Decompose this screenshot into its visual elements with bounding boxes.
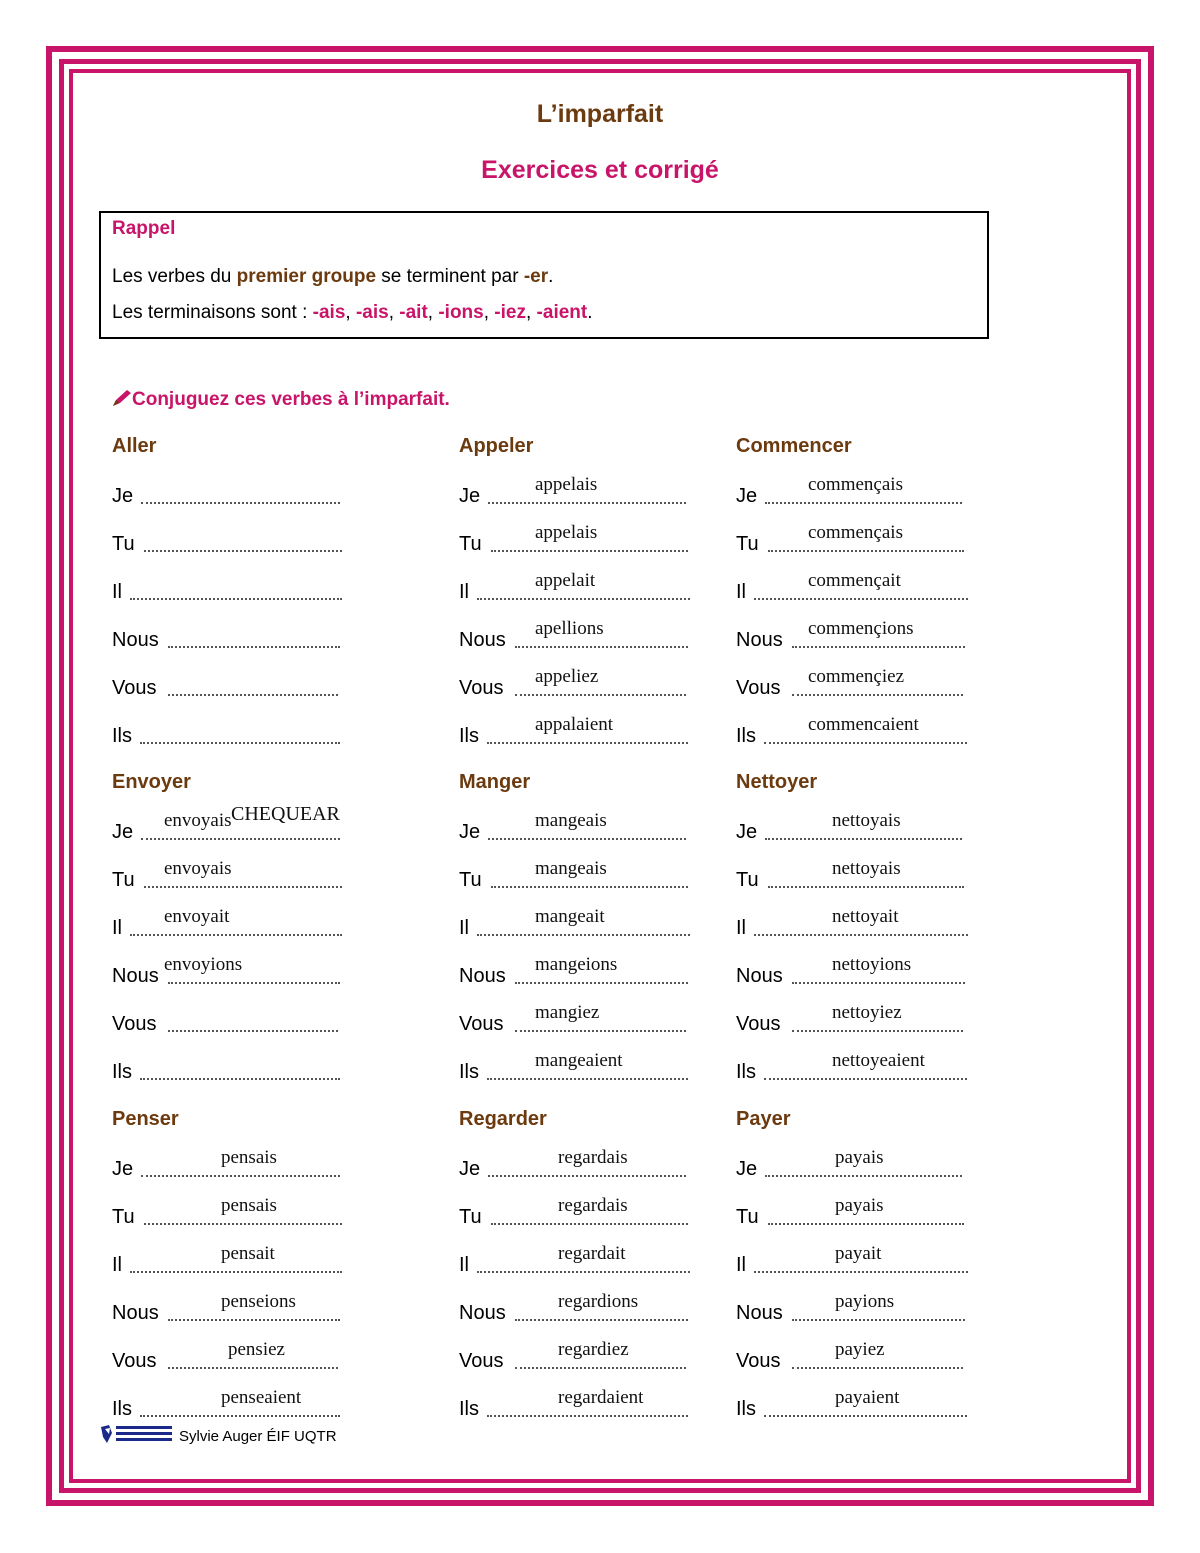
page-subtitle: Exercices et corrigé: [481, 156, 719, 184]
answer-blank[interactable]: [168, 982, 340, 984]
pronoun-label: Tu: [459, 533, 482, 555]
answer-blank[interactable]: [488, 838, 686, 840]
pronoun-label: Il: [112, 1254, 122, 1276]
answer-blank[interactable]: [792, 1367, 963, 1369]
handwritten-answer: pensais: [221, 1195, 277, 1216]
rappel-emphasis: premier groupe: [236, 266, 377, 287]
pronoun-label: Nous: [112, 965, 159, 987]
conjugation-row: [459, 1147, 686, 1181]
conjugation-row: [459, 1050, 688, 1084]
conjugation-row: [112, 1243, 342, 1277]
pronoun-label: Je: [112, 821, 134, 843]
handwritten-answer: commençions: [808, 618, 914, 639]
pronoun-label: Tu: [736, 869, 759, 891]
conjugation-row: [459, 1195, 688, 1229]
conjugation-row: [736, 1243, 968, 1277]
handwritten-answer: penseions: [221, 1291, 296, 1312]
conjugation-row: [459, 714, 688, 748]
answer-blank[interactable]: [768, 1223, 964, 1225]
conjugation-row: [736, 522, 964, 556]
answer-blank[interactable]: [515, 1030, 686, 1032]
conjugation-row: [736, 1291, 965, 1325]
conjugation-row: [736, 810, 962, 844]
handwritten-answer: pensait: [221, 1243, 275, 1264]
pronoun-label: Vous: [112, 1013, 157, 1035]
conjugation-row: [112, 906, 342, 940]
verb-heading: Payer: [736, 1108, 791, 1130]
answer-blank[interactable]: [764, 1415, 967, 1417]
ending: -ais: [355, 302, 389, 323]
verb-heading: Nettoyer: [736, 771, 818, 793]
answer-blank[interactable]: [792, 694, 963, 696]
conjugation-row: [736, 1339, 963, 1373]
conjugation-row: [112, 622, 340, 652]
instruction: [112, 389, 450, 411]
answer-blank[interactable]: [140, 1078, 340, 1080]
handwritten-answer: payais: [835, 1147, 884, 1168]
answer-blank[interactable]: [488, 502, 686, 504]
rappel-heading: Rappel: [112, 218, 176, 239]
answer-blank[interactable]: [168, 646, 340, 648]
answer-blank[interactable]: [491, 886, 688, 888]
footer-text: Sylvie Auger ÉIF UQTR: [179, 1427, 337, 1445]
ending: -iez: [494, 302, 526, 323]
answer-blank[interactable]: [768, 550, 964, 552]
handwritten-answer: regardiez: [558, 1339, 629, 1360]
handwritten-answer: apellions: [535, 618, 604, 639]
pronoun-label: Il: [112, 917, 122, 939]
verb-heading: Regarder: [459, 1108, 547, 1130]
answer-blank[interactable]: [130, 934, 342, 936]
answer-blank[interactable]: [515, 982, 688, 984]
conjugation-row: [459, 618, 688, 652]
pronoun-label: Il: [736, 581, 746, 603]
pronoun-label: Nous: [112, 629, 159, 651]
pronoun-label: Nous: [736, 965, 783, 987]
handwritten-answer: appeliez: [535, 666, 599, 687]
verb-heading: Penser: [112, 1108, 179, 1130]
pronoun-label: Il: [112, 581, 122, 603]
handwritten-answer: mangeais: [535, 858, 607, 879]
pronoun-label: Il: [459, 1254, 469, 1276]
handwritten-answer: nettoyeaient: [832, 1050, 925, 1071]
answer-blank[interactable]: [141, 838, 340, 840]
rappel-emphasis: -er: [523, 266, 549, 287]
answer-blank[interactable]: [488, 1175, 686, 1177]
conjugation-row: [736, 1387, 967, 1421]
handwritten-answer: commencaient: [808, 714, 919, 735]
answer-blank[interactable]: [491, 1223, 688, 1225]
answer-blank[interactable]: [754, 934, 968, 936]
handwritten-answer: envoyais: [164, 858, 232, 879]
handwritten-answer: nettoyais: [832, 858, 901, 879]
ending: -aient: [536, 302, 588, 323]
pronoun-label: Nous: [459, 965, 506, 987]
conjugation-row: [736, 666, 963, 700]
conjugation-row: [459, 810, 686, 844]
pronoun-label: Vous: [736, 1350, 781, 1372]
pronoun-label: Nous: [459, 1302, 506, 1324]
verb-heading: Appeler: [459, 435, 534, 457]
conjugation-row: [112, 1387, 340, 1421]
pronoun-label: Je: [459, 1158, 481, 1180]
handwritten-answer: nettoyait: [832, 906, 899, 927]
handwritten-answer: regardais: [558, 1195, 628, 1216]
answer-blank[interactable]: [477, 1271, 690, 1273]
pronoun-label: Je: [459, 485, 481, 507]
pronoun-label: Tu: [736, 1206, 759, 1228]
conjugation-row: [736, 714, 967, 748]
answer-blank[interactable]: [792, 646, 965, 648]
answer-blank[interactable]: [144, 886, 342, 888]
ending: -ais: [312, 302, 346, 323]
answer-blank[interactable]: [141, 502, 340, 504]
footer: [99, 1423, 337, 1451]
pronoun-label: Tu: [459, 869, 482, 891]
handwritten-answer: envoyions: [164, 954, 243, 975]
answer-blank[interactable]: [168, 1367, 338, 1369]
pronoun-label: Ils: [459, 1398, 479, 1420]
answer-blank[interactable]: [491, 550, 688, 552]
answer-blank[interactable]: [487, 742, 688, 744]
ending: -ait: [399, 302, 428, 323]
pronoun-label: Vous: [459, 677, 504, 699]
conjugation-row: [459, 666, 686, 700]
handwritten-answer: commençait: [808, 570, 901, 591]
rappel-text: Les terminaisons sont :: [112, 302, 313, 323]
handwritten-answer: pensais: [221, 1147, 277, 1168]
answer-blank[interactable]: [140, 742, 340, 744]
pronoun-label: Ils: [112, 1061, 132, 1083]
conjugation-row: [459, 1291, 688, 1325]
answer-blank[interactable]: [144, 550, 342, 552]
pronoun-label: Nous: [736, 629, 783, 651]
answer-blank[interactable]: [792, 982, 965, 984]
conjugation-row: [736, 858, 964, 892]
verb-heading: Commencer: [736, 435, 852, 457]
pronoun-label: Je: [736, 821, 758, 843]
conjugation-row: [459, 906, 690, 940]
answer-blank[interactable]: [130, 598, 342, 600]
answer-blank[interactable]: [765, 1175, 962, 1177]
pronoun-label: Je: [736, 485, 758, 507]
handwritten-answer: regardais: [558, 1147, 628, 1168]
conjugation-row: [459, 522, 688, 556]
pronoun-label: Nous: [736, 1302, 783, 1324]
handwritten-answer: envoyais: [164, 810, 232, 831]
pronoun-label: Tu: [112, 869, 135, 891]
conjugation-row: [112, 1195, 342, 1229]
pronoun-label: Vous: [736, 1013, 781, 1035]
answer-blank[interactable]: [764, 742, 967, 744]
page-title: L’imparfait: [536, 100, 664, 128]
handwritten-answer: payaient: [835, 1387, 900, 1408]
handwritten-answer: commençais: [808, 474, 903, 495]
pronoun-label: Il: [459, 917, 469, 939]
conjugation-row: [459, 1339, 686, 1373]
pronoun-label: Ils: [459, 725, 479, 747]
conjugation-row: [459, 570, 690, 604]
answer-blank[interactable]: [768, 886, 964, 888]
answer-blank[interactable]: [130, 1271, 342, 1273]
pronoun-label: Vous: [459, 1013, 504, 1035]
pronoun-label: Il: [736, 1254, 746, 1276]
conjugation-row: [736, 1002, 963, 1036]
rappel-line-2: Les terminaisons sont : -ais, -ais, -ait, -ions, -iez, -aient.: [112, 302, 593, 323]
answer-blank[interactable]: [765, 838, 962, 840]
answer-blank[interactable]: [792, 1030, 963, 1032]
answer-blank[interactable]: [487, 1078, 688, 1080]
handwritten-answer: payais: [835, 1195, 884, 1216]
answer-blank[interactable]: [764, 1078, 967, 1080]
instruction-text: Conjuguez ces verbes à l’imparfait.: [132, 389, 450, 410]
conjugation-row: [112, 478, 340, 508]
pronoun-label: Je: [459, 821, 481, 843]
conjugation-row: [112, 1339, 338, 1373]
conjugation-row: [736, 618, 965, 652]
answer-blank[interactable]: [754, 598, 968, 600]
answer-blank[interactable]: [487, 1415, 688, 1417]
handwritten-answer: mangeais: [535, 810, 607, 831]
handwritten-answer: commençais: [808, 522, 903, 543]
verb-heading: Manger: [459, 771, 531, 793]
answer-blank[interactable]: [515, 1319, 688, 1321]
conjugation-row: [459, 858, 688, 892]
conjugation-row: [736, 906, 968, 940]
handwritten-answer: penseaient: [221, 1387, 302, 1408]
answer-blank[interactable]: [168, 1319, 340, 1321]
pronoun-label: Je: [736, 1158, 758, 1180]
conjugation-row: [459, 1002, 686, 1036]
pronoun-label: Tu: [112, 1206, 135, 1228]
pronoun-label: Il: [459, 581, 469, 603]
answer-blank[interactable]: [140, 1415, 340, 1417]
conjugation-row: [112, 1291, 340, 1325]
answer-blank[interactable]: [515, 1367, 686, 1369]
answer-blank[interactable]: [515, 646, 688, 648]
handwritten-answer: pensiez: [228, 1339, 285, 1360]
conjugation-row: [112, 718, 340, 748]
school-logo-icon: [99, 1423, 175, 1451]
answer-blank[interactable]: [168, 694, 338, 696]
conjugation-row: [459, 1387, 688, 1421]
handwritten-answer: mangeions: [535, 954, 618, 975]
answer-blank[interactable]: [792, 1319, 965, 1321]
rappel-text: Les verbes du: [112, 266, 237, 287]
handwritten-answer: regardions: [558, 1291, 639, 1312]
conjugation-row: [112, 1006, 338, 1036]
pronoun-label: Vous: [112, 677, 157, 699]
handwritten-answer: payiez: [835, 1339, 885, 1360]
handwritten-answer: mangeait: [535, 906, 605, 927]
conjugation-row: [112, 1147, 340, 1181]
conjugation-row: [112, 954, 340, 988]
pronoun-label: Nous: [112, 1302, 159, 1324]
rappel-text: .: [548, 266, 554, 287]
answer-blank[interactable]: [144, 1223, 342, 1225]
handwritten-answer: envoyait: [164, 906, 230, 927]
handwritten-answer: mangeaient: [535, 1050, 623, 1071]
conjugation-row: [736, 1195, 964, 1229]
pronoun-label: Ils: [736, 725, 756, 747]
handwritten-answer: nettoyions: [832, 954, 912, 975]
rappel-box: [99, 211, 989, 339]
conjugation-row: [736, 474, 962, 508]
handwritten-answer: appelais: [535, 522, 598, 543]
verb-heading: Aller: [112, 435, 157, 457]
conjugation-row: [112, 670, 338, 700]
handwritten-answer: regardait: [558, 1243, 626, 1264]
answer-blank[interactable]: [754, 1271, 968, 1273]
handwritten-answer: regardaient: [558, 1387, 644, 1408]
rappel-text: .: [587, 302, 593, 323]
conjugation-row: [112, 574, 342, 604]
ending: -ions: [438, 302, 484, 323]
handwritten-answer: commençiez: [808, 666, 905, 687]
handwritten-answer: appalaient: [535, 714, 614, 735]
handwritten-answer: payions: [835, 1291, 895, 1312]
conjugation-row: [112, 1054, 340, 1084]
handwritten-answer: nettoyiez: [832, 1002, 902, 1023]
pencil-icon: [112, 389, 132, 410]
pronoun-label: Vous: [736, 677, 781, 699]
pronoun-label: Ils: [112, 725, 132, 747]
conjugation-row: [736, 1147, 962, 1181]
pronoun-label: Je: [112, 485, 134, 507]
pronoun-label: Tu: [112, 533, 135, 555]
handwritten-answer: payait: [835, 1243, 882, 1264]
pronoun-label: Ils: [736, 1061, 756, 1083]
pronoun-label: Ils: [112, 1398, 132, 1420]
conjugation-row: [112, 526, 342, 556]
rappel-line-1: [112, 266, 553, 288]
pronoun-label: Nous: [459, 629, 506, 651]
answer-blank[interactable]: [168, 1030, 338, 1032]
verb-heading: Envoyer: [112, 771, 191, 793]
conjugation-row: [459, 474, 686, 508]
pronoun-label: Ils: [736, 1398, 756, 1420]
answer-blank[interactable]: [515, 694, 686, 696]
conjugation-row: [736, 954, 965, 988]
handwritten-answer: appelais: [535, 474, 598, 495]
annotation-note: CHEQUEAR: [231, 803, 340, 825]
conjugation-row: [736, 1050, 967, 1084]
answer-blank[interactable]: [477, 934, 690, 936]
handwritten-answer: nettoyais: [832, 810, 901, 831]
conjugation-row: [736, 570, 968, 604]
pronoun-label: Vous: [459, 1350, 504, 1372]
conjugation-row: [112, 858, 342, 892]
pronoun-label: Vous: [112, 1350, 157, 1372]
answer-blank[interactable]: [141, 1175, 340, 1177]
rappel-text: se terminent par: [376, 266, 524, 287]
pronoun-label: Il: [736, 917, 746, 939]
pronoun-label: Tu: [736, 533, 759, 555]
conjugation-row: [459, 954, 688, 988]
handwritten-answer: mangiez: [535, 1002, 600, 1023]
handwritten-answer: appelait: [535, 570, 596, 591]
conjugation-row: [459, 1243, 690, 1277]
pronoun-label: Tu: [459, 1206, 482, 1228]
pronoun-label: Ils: [459, 1061, 479, 1083]
answer-blank[interactable]: [765, 502, 962, 504]
answer-blank[interactable]: [477, 598, 690, 600]
pronoun-label: Je: [112, 1158, 134, 1180]
